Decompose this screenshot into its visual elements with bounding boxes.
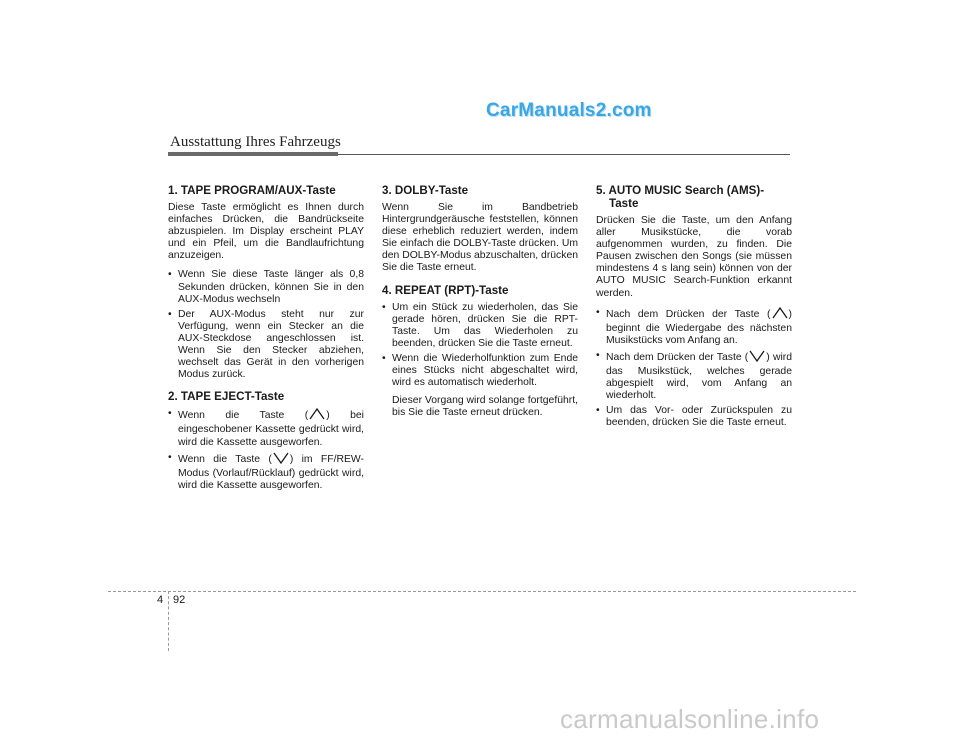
column-2	[382, 184, 578, 426]
list-item: • Um das Vor- oder Zurückspulen zu beenden, drücken Sie die Taste erneut.	[596, 405, 792, 429]
watermark-bottom: carmanualsonline.info	[560, 704, 820, 734]
text-segment: ) im FF/REW-Modus (Vorlauf/Rücklauf) gedrückt wird, wird die Kassette ausgeworfen.	[178, 453, 364, 491]
text-segment: Nach dem Drücken der Taste (	[606, 308, 771, 320]
paragraph-ams: Drücken Sie die Taste, um den Anfang aller Musikstücke, die vorab aufgenommen wurden, zu finden. Die Pausen zwischen den Songs (sie müssen mindestens 4 s lang sein) können von der AUTO MUSIC Search-Funktion erkannt werden.	[596, 215, 792, 299]
text-segment: Nach dem Drücken der Taste (	[606, 351, 749, 363]
footer-vertical-divider	[168, 591, 169, 651]
header-rule-thick	[168, 152, 338, 156]
chevron-down-icon	[748, 350, 766, 366]
column-1	[168, 184, 364, 498]
list-item	[168, 452, 364, 492]
list-item	[596, 350, 792, 402]
chevron-up-icon	[771, 307, 789, 323]
column-3	[596, 184, 792, 436]
list-aux	[168, 269, 364, 381]
list-item	[168, 408, 364, 448]
text-segment: ) bei eingeschobener Kassette gedrückt wird, wird die Kassette ausgeworfen.	[178, 410, 364, 448]
chapter-number: 4	[157, 594, 164, 606]
text-segment: Wenn die Taste (	[178, 453, 272, 465]
heading-tape-program: 1. TAPE PROGRAM/AUX-Taste	[168, 184, 336, 197]
paragraph-repeat-note: Dieser Vorgang wird solange fortgeführt, bis Sie die Taste erneut drücken.	[392, 395, 578, 419]
list-item: • Wenn die Wiederholfunktion zum Ende eines Stücks nicht abgeschaltet wird, wird es automatisch wiederholt.	[382, 353, 578, 389]
section-title: Ausstattung Ihres Fahrzeugs	[170, 134, 341, 150]
heading-ams: 5. AUTO MUSIC Search (AMS)-Taste	[596, 184, 765, 210]
page-number: 92	[173, 594, 186, 606]
list-item	[596, 307, 792, 347]
header-rule-thin	[338, 154, 790, 155]
list-ams	[596, 307, 792, 430]
text-segment: ) beginnt die Wiedergabe des nächsten Musikstücks vom Anfang an.	[606, 308, 792, 346]
chevron-up-icon	[308, 408, 326, 424]
list-eject	[168, 408, 364, 492]
paragraph-tape-program: Diese Taste ermöglicht es Ihnen durch einfaches Drücken, die Bandrückseite abzuspielen. Im Display erscheint PLAY und ein Pfeil, um die Bandlaufrichtung anzuzeigen.	[168, 202, 364, 262]
list-item: • Wenn Sie diese Taste länger als 0,8 Sekunden drücken, können Sie in den AUX-Modus wechseln	[168, 269, 364, 305]
heading-dolby: 3. DOLBY-Taste	[382, 184, 469, 197]
list-repeat	[382, 302, 578, 390]
heading-tape-eject: 2. TAPE EJECT-Taste	[168, 390, 285, 404]
list-item: • Der AUX-Modus steht nur zur Verfügung, wenn ein Stecker an die AUX-Steckdose angeschlossen ist. Wenn Sie den Stecker abziehen, wechselt das Gerät in den vorherigen Modus zurück.	[168, 309, 364, 382]
chevron-down-icon	[272, 452, 290, 468]
text-segment: Wenn die Taste (	[178, 410, 309, 422]
watermark-top: CarManuals2.com	[486, 100, 652, 121]
paragraph-dolby: Wenn Sie im Bandbetrieb Hintergrundgeräusche feststellen, können diese erheblich reduziert werden, indem Sie einfach die DOLBY-Taste drücken. Um den DOLBY-Modus abzuschalten, drücken Sie die Taste erneut.	[382, 202, 579, 274]
footer-divider	[108, 591, 856, 592]
list-item: • Um ein Stück zu wiederholen, das Sie gerade hören, drücken Sie die RPT-Taste. Um das Wiederholen zu beenden, drücken Sie die Taste erneut.	[382, 302, 578, 350]
heading-repeat: 4. REPEAT (RPT)-Taste	[382, 283, 509, 297]
text-segment: ) wird das Musikstück, welches gerade abgespielt wird, vom Anfang an wiederholt.	[606, 351, 792, 402]
